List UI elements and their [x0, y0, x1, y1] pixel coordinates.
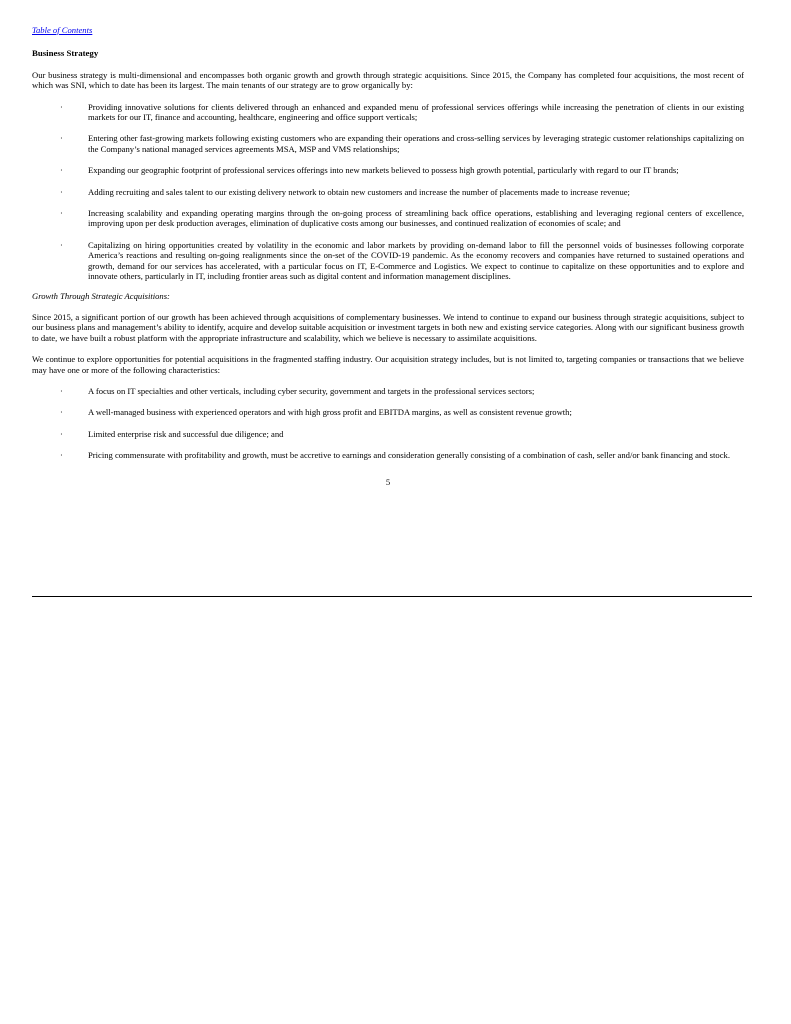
list-item — [32, 407, 744, 417]
bullet-dot: · — [60, 385, 63, 396]
list-item — [32, 102, 744, 123]
bullet-dot: · — [60, 133, 63, 144]
growth-acquisitions-paragraph-1: Since 2015, a significant portion of our growth has been achieved through acquisitions of complementary businesses. We intend to continue to expand our business through strategic acquisitions, subject to our business plans and management’s ability to identify, acquire and develop suitable acquisition or investment targets in both new and existing service categories. Along with our significant business growth to date, we have built a robust platform with the appropriate infrastructure and scalability, which we believe is necessary to assimilate acquisitions. — [32, 311, 744, 343]
bullet-dot: · — [60, 450, 63, 461]
document-page — [32, 25, 744, 487]
business-strategy-intro: Our business strategy is multi-dimensional and encompasses both organic growth and growth through strategic acquisitions. Since 2015, the Company has completed four acquisitions, the most recent of which was SNI, which to date has been its largest. The main tenants of our strategy are to grow organically by: — [32, 69, 744, 91]
bullet-text: Capitalizing on hiring opportunities created by volatility in the economic and labor markets by providing on-demand labor to fill the personnel voids of businesses following corporate America’s reactions and resulting on-going realignments since the on-set of the COVID-19 pandemic. As the economy recovers and companies have returned to sustained operations and growth, demand for our services has accelerated, with a particular focus on IT, E-Commerce and Logistics. We expect to continue to capitalize on these opportunities and to explore and innovate others, particularly in IT, including frontier areas such as digital content and information management disciplines. — [88, 239, 744, 282]
bullet-text: Expanding our geographic footprint of professional services offerings into new markets believed to possess high growth potential, particularly with regard to our IT brands; — [88, 165, 679, 176]
list-item — [32, 429, 744, 439]
list-item — [32, 450, 744, 460]
strategy-bullet-list — [32, 102, 744, 282]
bullet-text: A well-managed business with experienced operators and with high gross profit and EBITDA margins, as well as consistent revenue growth; — [88, 407, 572, 418]
bullet-dot: · — [60, 208, 63, 219]
bullet-text: Adding recruiting and sales talent to our existing delivery network to obtain new customers and increase the number of placements made to increase revenue; — [88, 186, 630, 197]
list-item — [32, 208, 744, 229]
bullet-dot: · — [60, 165, 63, 176]
acquisition-bullet-list — [32, 386, 744, 461]
bullet-dot: · — [60, 186, 63, 197]
growth-acquisitions-paragraph-2: We continue to explore opportunities for potential acquisitions in the fragmented staffing industry. Our acquisition strategy includes, but is not limited to, targeting companies or transactions that we believe may have one or more of the following characteristics: — [32, 354, 744, 375]
bullet-text: Providing innovative solutions for clients delivered through an enhanced and expanded menu of professional services offerings while increasing the penetration of clients in our existing markets for our IT, finance and accounting, healthcare, engineering and office support verticals; — [88, 101, 744, 123]
bullet-text: Increasing scalability and expanding operating margins through the on-going process of streamlining back office operations, establishing and leveraging regional centers of excellence, improving upon per desk production averages, elimination of duplicative costs among our businesses, and continued realization of economies of scale; and — [88, 208, 744, 229]
table-of-contents-link[interactable]: Table of Contents — [32, 25, 93, 35]
bullet-text: A focus on IT specialties and other verticals, including cyber security, government and targets in the professional services sectors; — [88, 385, 535, 396]
bullet-text: Pricing commensurate with profitability and growth, must be accretive to earnings and consideration generally consisting of a combination of cash, seller and/or bank financing and stock. — [88, 450, 730, 461]
bullet-dot: · — [60, 239, 63, 250]
list-item — [32, 187, 744, 197]
bullet-text: Limited enterprise risk and successful due diligence; and — [88, 428, 284, 439]
growth-acquisitions-heading: Growth Through Strategic Acquisitions: — [32, 290, 170, 301]
list-item — [32, 386, 744, 396]
page-number: 5 — [385, 476, 391, 487]
list-item — [32, 133, 744, 154]
business-strategy-heading: Business Strategy — [32, 48, 99, 59]
list-item — [32, 240, 744, 282]
list-item — [32, 165, 744, 175]
footer-divider — [32, 596, 752, 597]
bullet-dot: · — [60, 428, 63, 439]
bullet-text: Entering other fast-growing markets following existing customers who are expanding their operations and cross-selling services by leveraging strategic customer relationships capitalizing on the Company’s national managed services agreements MSA, MSP and VMS relationships; — [88, 133, 744, 154]
bullet-dot: · — [60, 101, 63, 112]
bullet-dot: · — [60, 407, 63, 418]
